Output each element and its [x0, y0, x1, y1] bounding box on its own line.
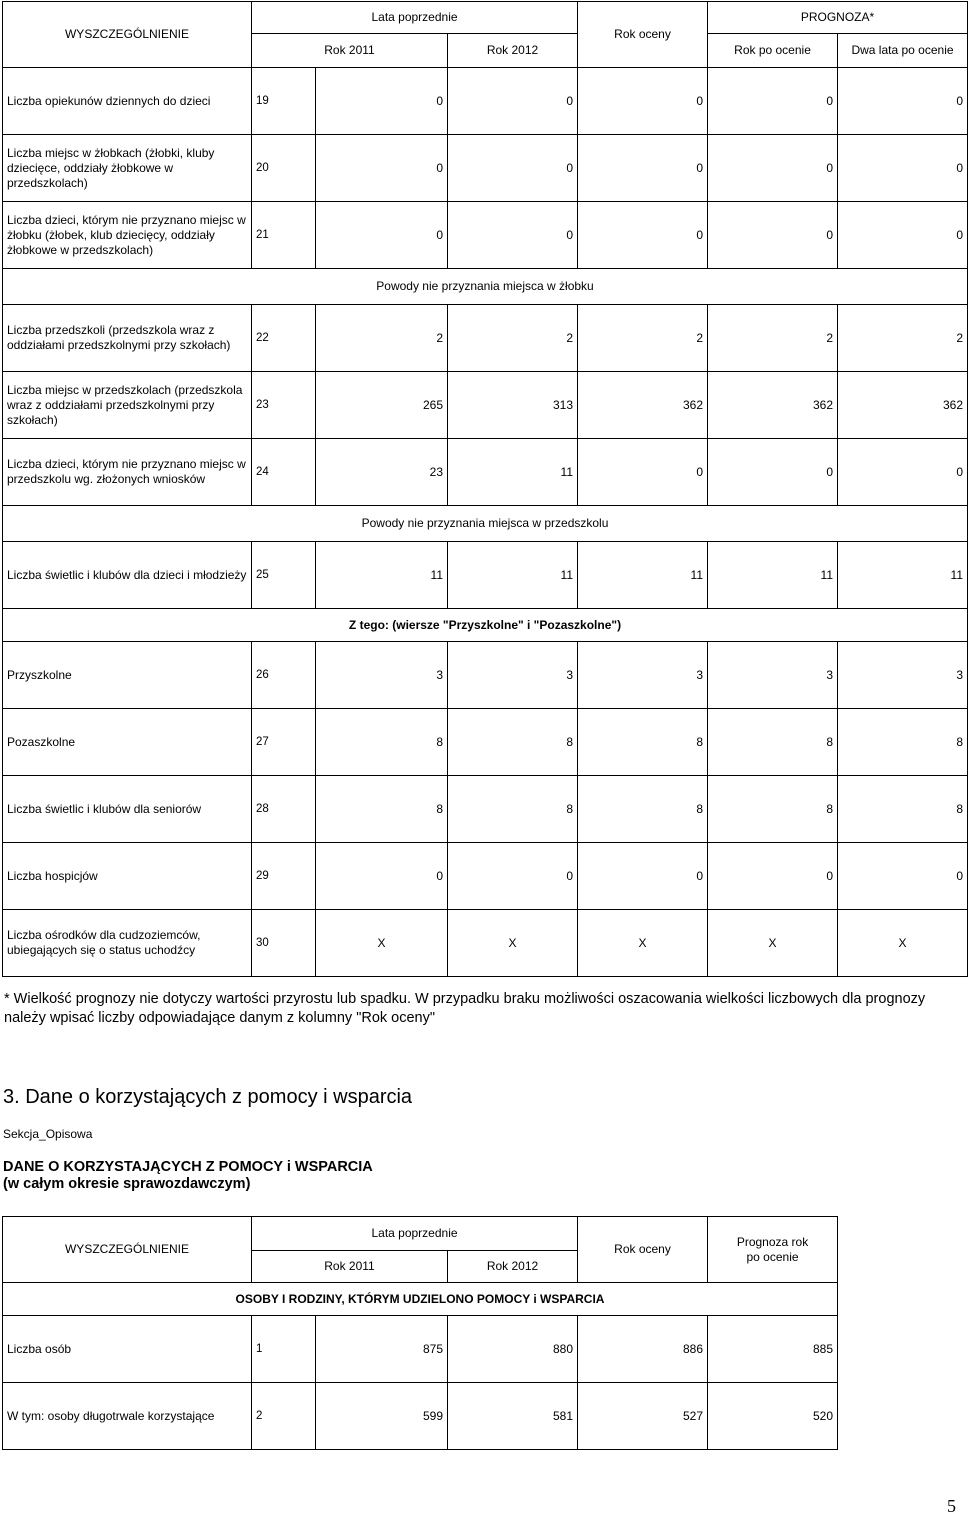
value-cell: 362 [578, 372, 708, 439]
header-previous-years: Lata poprzednie [252, 2, 578, 34]
table-row [3, 910, 968, 977]
header-year-2011: Rok 2011 [252, 34, 448, 68]
row-label: Liczba miejsc w żłobkach (żłobki, kluby dziecięce, oddziały żłobkowe w przedszkolach) [3, 135, 252, 202]
value-cell: 11 [838, 542, 968, 609]
table-row [3, 372, 968, 439]
section-title: Z tego: (wiersze "Przyszkolne" i "Pozaszkolne") [3, 609, 968, 642]
value-cell: 0 [578, 843, 708, 910]
value-cell: 885 [708, 1316, 838, 1383]
row-label: Liczba dzieci, którym nie przyznano miejsc w żłobku (żłobek, klub dziecięcy, oddziały żłobkowe w przedszkolach) [3, 202, 252, 269]
value-cell: X [316, 910, 448, 977]
value-cell: 2 [578, 305, 708, 372]
value-cell: 23 [316, 439, 448, 506]
value-cell: 8 [316, 709, 448, 776]
value-cell: 0 [708, 135, 838, 202]
row-code: 28 [252, 776, 316, 843]
table-row [3, 202, 968, 269]
value-cell: 0 [578, 202, 708, 269]
value-cell: 8 [838, 776, 968, 843]
value-cell: 0 [316, 202, 448, 269]
value-cell: 8 [316, 776, 448, 843]
value-cell: 8 [838, 709, 968, 776]
header-two-years-after: Dwa lata po ocenie [838, 34, 968, 68]
value-cell: 886 [578, 1316, 708, 1383]
value-cell: 880 [448, 1316, 578, 1383]
row-code: 21 [252, 202, 316, 269]
row-label: Liczba przedszkoli (przedszkola wraz z oddziałami przedszkolnymi przy szkołach) [3, 305, 252, 372]
header-label: WYSZCZEGÓLNIENIE [3, 2, 252, 68]
value-cell: 0 [448, 135, 578, 202]
section-title-line1: DANE O KORZYSTAJĄCYCH Z POMOCY i WSPARCIA [3, 1159, 373, 1175]
row-code: 1 [252, 1316, 316, 1383]
t2-header-label: WYSZCZEGÓLNIENIE [3, 1217, 252, 1283]
row-code: 19 [252, 68, 316, 135]
value-cell: 3 [838, 642, 968, 709]
row-code: 22 [252, 305, 316, 372]
value-cell: 8 [708, 776, 838, 843]
t2-section-row: OSOBY I RODZINY, KTÓRYM UDZIELONO POMOCY i WSPARCIA [3, 1283, 838, 1316]
value-cell: 0 [708, 202, 838, 269]
value-cell: 0 [838, 68, 968, 135]
value-cell: 8 [708, 709, 838, 776]
value-cell: 0 [838, 135, 968, 202]
value-cell: 3 [448, 642, 578, 709]
value-cell: 11 [316, 542, 448, 609]
section-title [3, 1159, 373, 1193]
row-label: Liczba ośrodków dla cudzoziemców, ubiegających się o status uchodźcy [3, 910, 252, 977]
value-cell: X [578, 910, 708, 977]
forecast-footnote: * Wielkość prognozy nie dotyczy wartości przyrostu lub spadku. W przypadku braku możliwości oszacowania wielkości liczbowych dla prognozy należy wpisać liczby odpowiadające danym z kolumny "Rok oceny" [4, 991, 926, 1026]
value-cell: 362 [838, 372, 968, 439]
value-cell: 3 [578, 642, 708, 709]
value-cell: 527 [578, 1383, 708, 1450]
header-assessment-year: Rok oceny [578, 2, 708, 68]
table-row [3, 542, 968, 609]
header-year-after: Rok po ocenie [708, 34, 838, 68]
value-cell: 11 [448, 439, 578, 506]
value-cell: 0 [448, 843, 578, 910]
beneficiaries-table [2, 1216, 838, 1450]
value-cell: 0 [578, 439, 708, 506]
row-label: Liczba świetlic i klubów dla seniorów [3, 776, 252, 843]
row-label: Liczba hospicjów [3, 843, 252, 910]
section-row [3, 506, 968, 542]
value-cell: 0 [448, 202, 578, 269]
t2-header-year-2011: Rok 2011 [252, 1251, 448, 1283]
value-cell: 0 [708, 68, 838, 135]
value-cell: 2 [838, 305, 968, 372]
t2-header-year-2012: Rok 2012 [448, 1251, 578, 1283]
value-cell: 2 [316, 305, 448, 372]
value-cell: 265 [316, 372, 448, 439]
row-code: 29 [252, 843, 316, 910]
value-cell: X [838, 910, 968, 977]
value-cell: 8 [448, 776, 578, 843]
section-row [3, 269, 968, 305]
table-row [3, 642, 968, 709]
value-cell: X [448, 910, 578, 977]
row-code: 20 [252, 135, 316, 202]
value-cell: 8 [578, 709, 708, 776]
value-cell: 11 [708, 542, 838, 609]
row-code: 26 [252, 642, 316, 709]
value-cell: X [708, 910, 838, 977]
section-title: Powody nie przyznania miejsca w żłobku [3, 269, 968, 305]
value-cell: 0 [316, 68, 448, 135]
value-cell: 0 [708, 439, 838, 506]
row-code: 25 [252, 542, 316, 609]
row-label: Liczba opiekunów dziennych do dzieci [3, 68, 252, 135]
row-code: 2 [252, 1383, 316, 1450]
table-row [3, 439, 968, 506]
value-cell: 313 [448, 372, 578, 439]
table-row [3, 305, 968, 372]
row-label: Liczba miejsc w przedszkolach (przedszkola wraz z oddziałami przedszkolnymi przy szkołach) [3, 372, 252, 439]
row-label: W tym: osoby długotrwale korzystające [3, 1383, 252, 1450]
table-row [3, 843, 968, 910]
t2-header-forecast-line1: Prognoza rok [736, 1234, 809, 1249]
row-label: Przyszkolne [3, 642, 252, 709]
row-code: 27 [252, 709, 316, 776]
value-cell: 0 [838, 202, 968, 269]
row-label: Pozaszkolne [3, 709, 252, 776]
section-title: Powody nie przyznania miejsca w przedszkolu [3, 506, 968, 542]
value-cell: 599 [316, 1383, 448, 1450]
value-cell: 0 [316, 843, 448, 910]
t2-header-forecast-line2: po ocenie [746, 1249, 799, 1264]
page-number: 5 [947, 1496, 956, 1516]
value-cell: 581 [448, 1383, 578, 1450]
value-cell: 362 [708, 372, 838, 439]
header-year-2012: Rok 2012 [448, 34, 578, 68]
row-label: Liczba świetlic i klubów dla dzieci i młodzieży [3, 542, 252, 609]
section-row [3, 609, 968, 642]
table-row [3, 68, 968, 135]
value-cell: 875 [316, 1316, 448, 1383]
header-forecast: PROGNOZA* [708, 2, 968, 34]
value-cell: 0 [838, 843, 968, 910]
section-title-line2: (w całym okresie sprawozdawczym) [3, 1176, 251, 1192]
t2-header-previous-years: Lata poprzednie [252, 1217, 578, 1251]
row-code: 30 [252, 910, 316, 977]
value-cell: 0 [578, 135, 708, 202]
table-row [3, 1383, 838, 1450]
value-cell: 3 [316, 642, 448, 709]
value-cell: 11 [448, 542, 578, 609]
value-cell: 2 [448, 305, 578, 372]
section-heading: 3. Dane o korzystających z pomocy i wsparcia [3, 1086, 413, 1108]
value-cell: 8 [578, 776, 708, 843]
value-cell: 0 [578, 68, 708, 135]
value-cell: 8 [448, 709, 578, 776]
t2-header-forecast [708, 1217, 838, 1283]
value-cell: 0 [448, 68, 578, 135]
value-cell: 11 [578, 542, 708, 609]
table-row [3, 135, 968, 202]
value-cell: 520 [708, 1383, 838, 1450]
value-cell: 2 [708, 305, 838, 372]
value-cell: 0 [708, 843, 838, 910]
value-cell: 0 [316, 135, 448, 202]
table-row [3, 1316, 838, 1383]
row-label: Liczba dzieci, którym nie przyznano miejsc w przedszkolu wg. złożonych wniosków [3, 439, 252, 506]
value-cell: 3 [708, 642, 838, 709]
forecast-table [2, 1, 968, 977]
row-code: 24 [252, 439, 316, 506]
section-type-label: Sekcja_Opisowa [3, 1127, 93, 1141]
row-label: Liczba osób [3, 1316, 252, 1383]
row-code: 23 [252, 372, 316, 439]
table-row [3, 776, 968, 843]
value-cell: 0 [838, 439, 968, 506]
t2-header-assessment-year: Rok oceny [578, 1217, 708, 1283]
table-row [3, 709, 968, 776]
